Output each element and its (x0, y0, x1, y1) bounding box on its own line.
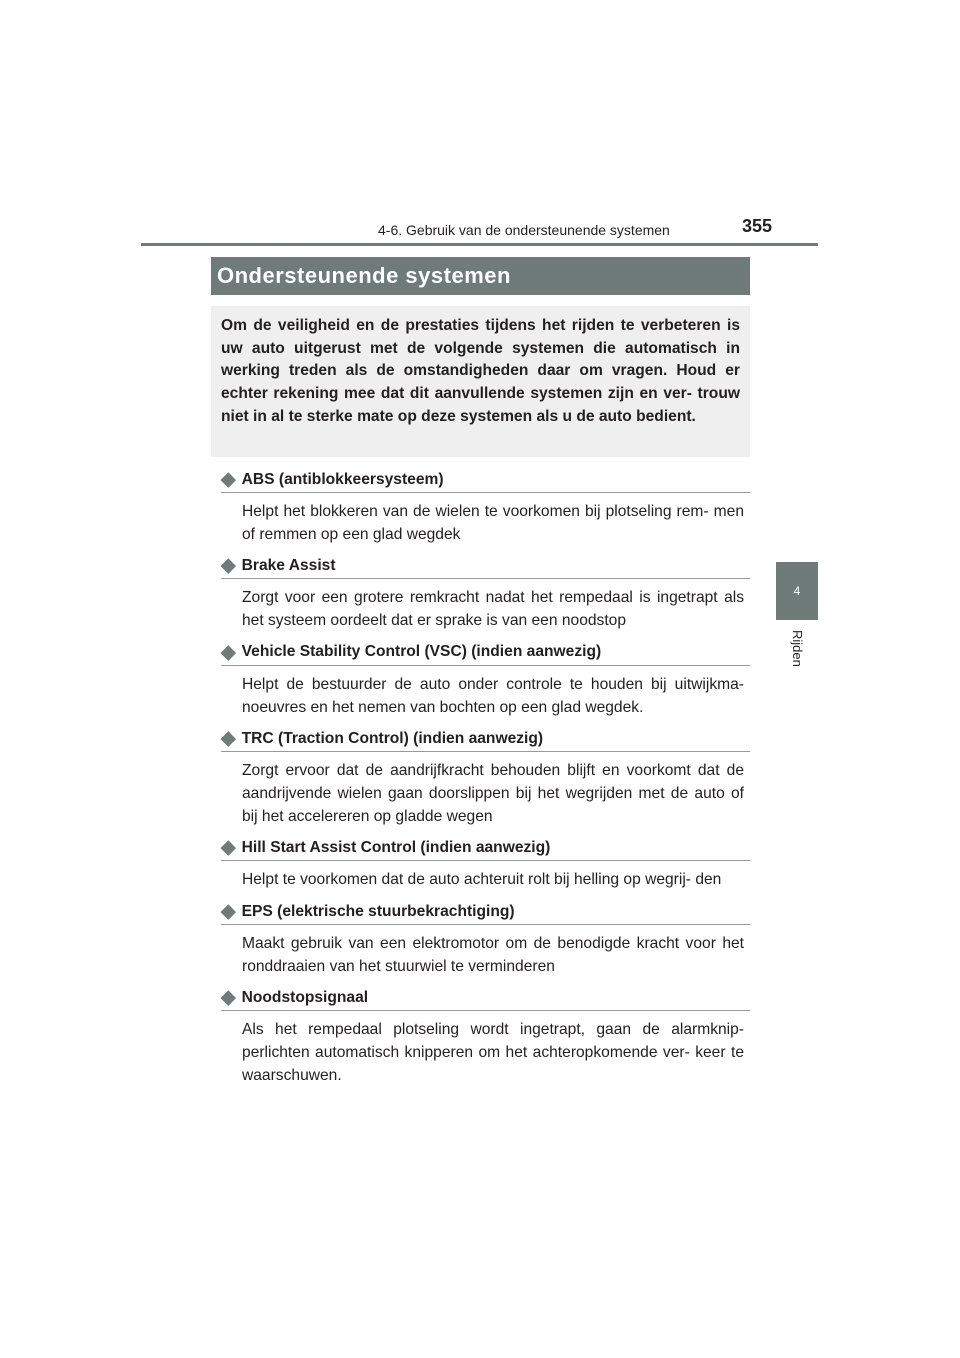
feature-heading (221, 470, 750, 493)
diamond-icon: ◆ (221, 555, 236, 577)
feature-heading (221, 838, 750, 861)
feature-heading (221, 729, 750, 752)
feature-item (221, 470, 750, 546)
feature-heading (221, 988, 750, 1011)
diamond-icon: ◆ (221, 469, 236, 490)
header-section-title: 4-6. Gebruik van de ondersteunende systemen (378, 222, 670, 238)
feature-description: Zorgt voor een grotere remkracht nadat het rempedaal is ingetrapt als het systeem oordeelt dat er sprake is van een noodstop (242, 589, 744, 630)
feature-description: Zorgt ervoor dat de aandrijfkracht behouden blijft en voorkomt dat de aandrijvende wielen gaan doorslippen bij het wegrijden met de auto of bij het accelereren op gladde wegen (242, 762, 744, 825)
feature-description: Helpt de bestuurder de auto onder controle te houden bij uitwijkma- noeuvres en het nemen van bochten op een glad wegdek. (242, 675, 744, 716)
feature-item (221, 838, 750, 892)
feature-heading-text: Noodstopsignaal (241, 988, 369, 1006)
chapter-label: Rijden (790, 630, 805, 667)
diamond-icon: ◆ (221, 728, 236, 750)
page-number: 355 (741, 216, 772, 236)
feature-heading (221, 902, 750, 925)
feature-item (221, 556, 750, 632)
feature-list (221, 470, 750, 1098)
feature-heading-text: ABS (antiblokkeersysteem) (241, 470, 444, 488)
intro-box: Om de veiligheid en de prestaties tijdens het rijden te verbeteren is uw auto uitgerust met de volgende systemen die automatisch in werking treden als de omstandigheden daar om vragen. Houd er echter rekening mee dat dit aanvullende systemen zijn en ver- trouw niet in al te sterke mate op deze systemen als u de auto bedient. (211, 306, 750, 457)
feature-heading-text: TRC (Traction Control) (indien aanwezig) (241, 729, 544, 747)
feature-heading-text: Hill Start Assist Control (indien aanwezig) (241, 838, 551, 856)
chapter-tab (776, 562, 818, 620)
feature-description: Helpt te voorkomen dat de auto achteruit rolt bij helling op wegrij- den (242, 871, 722, 889)
feature-description: Als het rempedaal plotseling wordt ingetrapt, gaan de alarmknip- perlichten automatisch knipperen om het achteropkomende ver- keer te waarschuwen. (242, 1021, 744, 1084)
feature-heading (221, 556, 750, 579)
feature-description: Helpt het blokkeren van de wielen te voorkomen bij plotseling rem- men of remmen op een glad wegdek (242, 503, 744, 543)
diamond-icon: ◆ (221, 987, 236, 1009)
feature-item (221, 729, 750, 828)
diamond-icon: ◆ (221, 641, 236, 663)
diamond-icon: ◆ (221, 901, 236, 923)
feature-heading-text: EPS (elektrische stuurbekrachtiging) (241, 902, 515, 920)
feature-heading-text: Brake Assist (241, 556, 336, 574)
feature-heading (221, 643, 750, 666)
feature-description: Maakt gebruik van een elektromotor om de benodigde kracht voor het ronddraaien van het stuurwiel te verminderen (242, 935, 744, 975)
feature-item (221, 643, 750, 719)
page-title: Ondersteunende systemen (211, 257, 750, 295)
feature-item (221, 902, 750, 978)
diamond-icon: ◆ (221, 837, 236, 859)
feature-heading-text: Vehicle Stability Control (VSC) (indien aanwezig) (241, 643, 602, 661)
feature-item (221, 988, 750, 1087)
chapter-number: 4 (793, 584, 801, 598)
header-divider (141, 243, 818, 246)
